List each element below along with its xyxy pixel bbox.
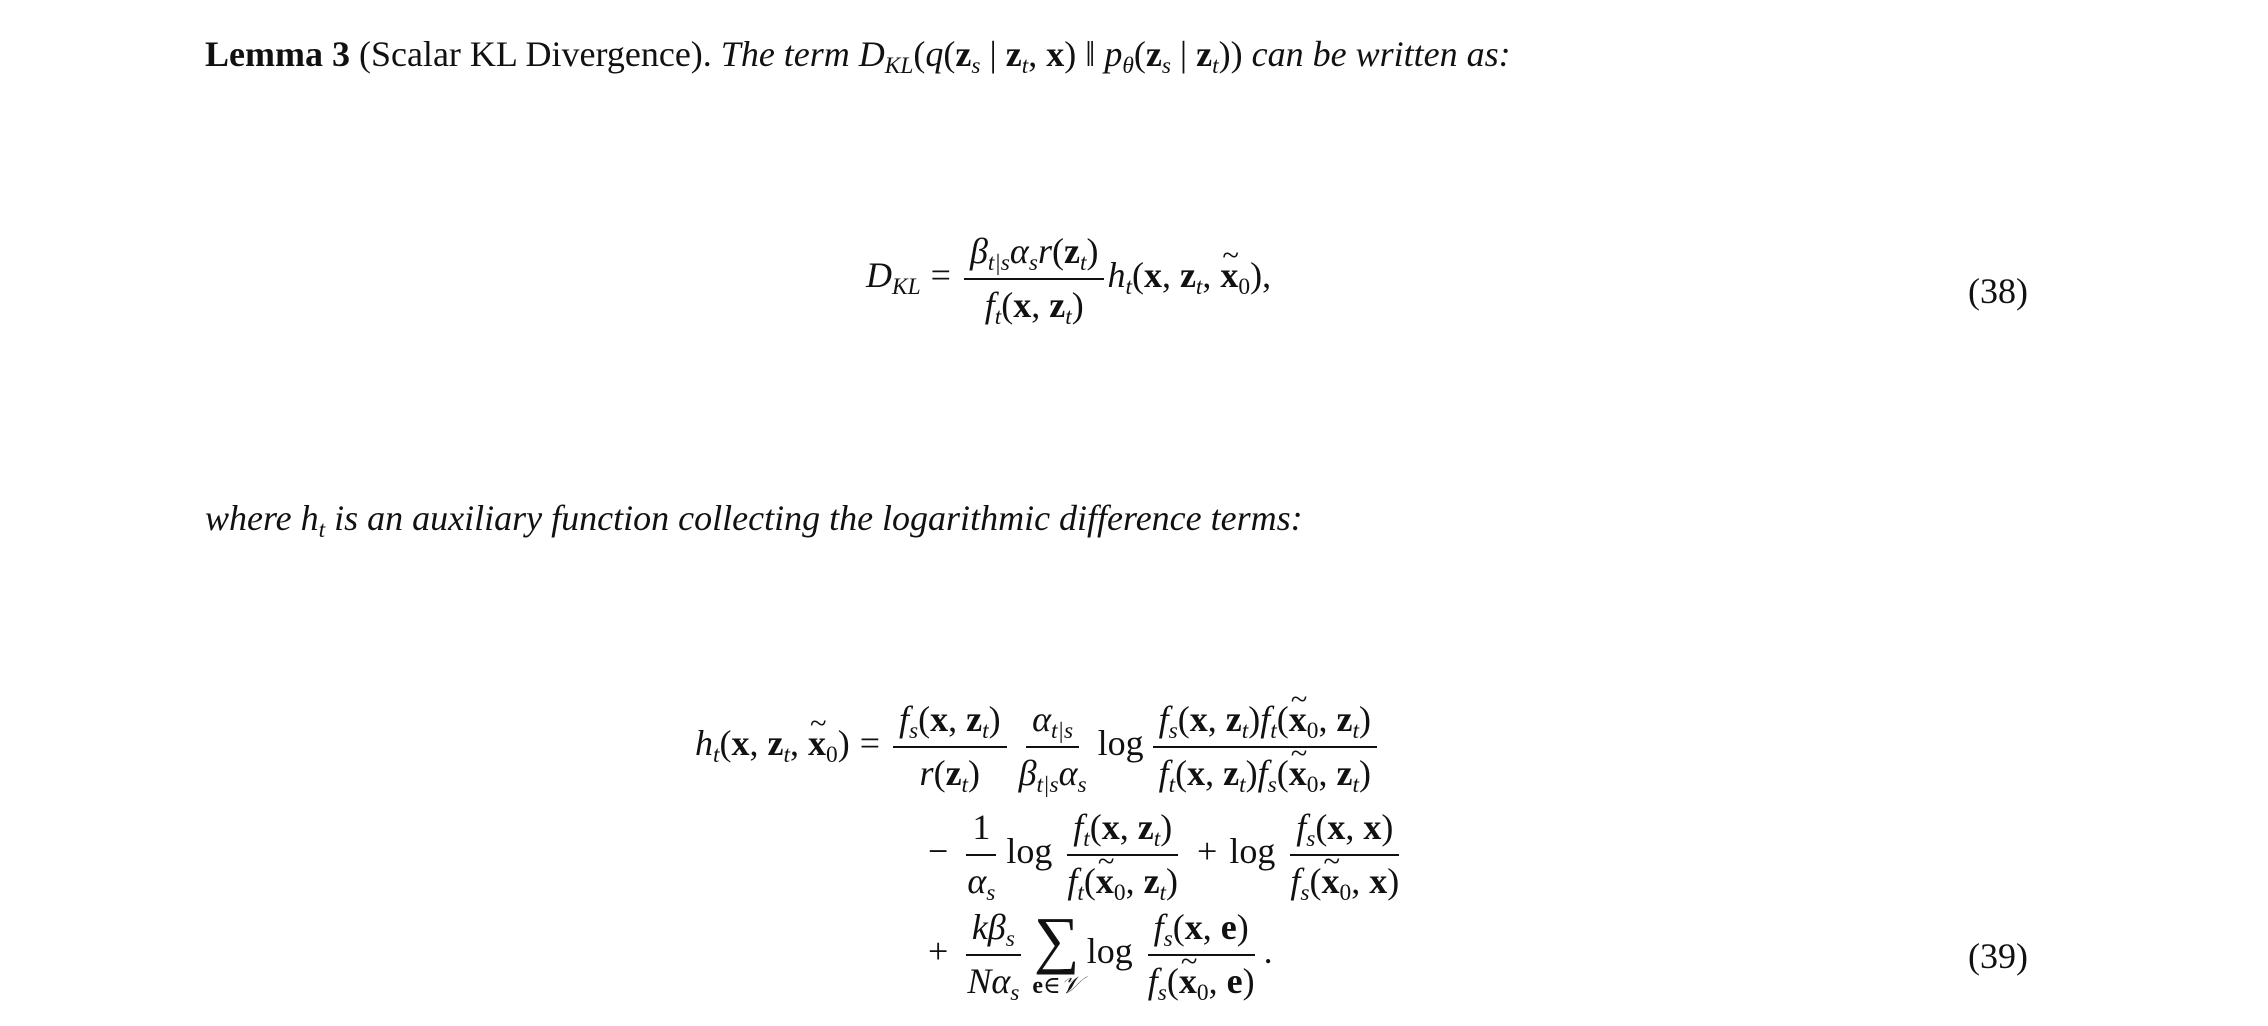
lemma-statement-text: The term D [720, 34, 885, 74]
equation-38: $D_{KL}$ = $\frac{\beta_{t|s}\alpha_sr(z_t)}{f_t(x, z_t)}$ $h_t(x$, $z_t$, x $\sim_0$), [866, 232, 1271, 325]
equation-39-line-1: $h_t(x$, $z_t$, x $\sim_0$) = $\frac{f_s(x, z_t)}{r(z_t)}$ $\frac{\alpha_{t|s}}{\beta_{t|s}\alpha_s}$ log $\frac{f_s(x, z_t)f_t(x \sim_0, z_t)}{f_t(x, z_t)f_s(x \sim_0, z_t)}$ [695, 700, 1380, 793]
kl-subscript: KL [884, 53, 914, 80]
lemma-name: (Scalar KL Divergence). [358, 34, 712, 74]
lemma-label: Lemma 3 [205, 34, 350, 74]
where-text: where $h_t$ is an auxiliary function collecting the logarithmic difference terms: [205, 498, 1303, 544]
kl-argument: ($q(z_s$ | $z_t$, x) ‖ $p_\theta(z_s$ | $z_t$)) [913, 34, 1243, 80]
lemma-statement-tail: can be written as: [1251, 34, 1511, 74]
equation-39-number: (39) [1968, 936, 2028, 976]
lemma-statement [205, 34, 1511, 80]
equation-39-line-3: + $\frac{k\beta_s}{N\alpha_s}$ ∑ e∈𝒱 log $\frac{f_s(x, e)}{f_s(x \sim_0, e)}$ . [928, 908, 1273, 1001]
equation-38-number: (38) [1968, 271, 2028, 311]
equation-39-line-2: − $\frac{1}{\alpha_s}$ log $\frac{f_t(x, z_t)}{f_t(x \sim_0, z_t)}$ + log $\frac{f_s(x, x)}{f_s(x \sim_0, x)}$ [928, 808, 1408, 901]
